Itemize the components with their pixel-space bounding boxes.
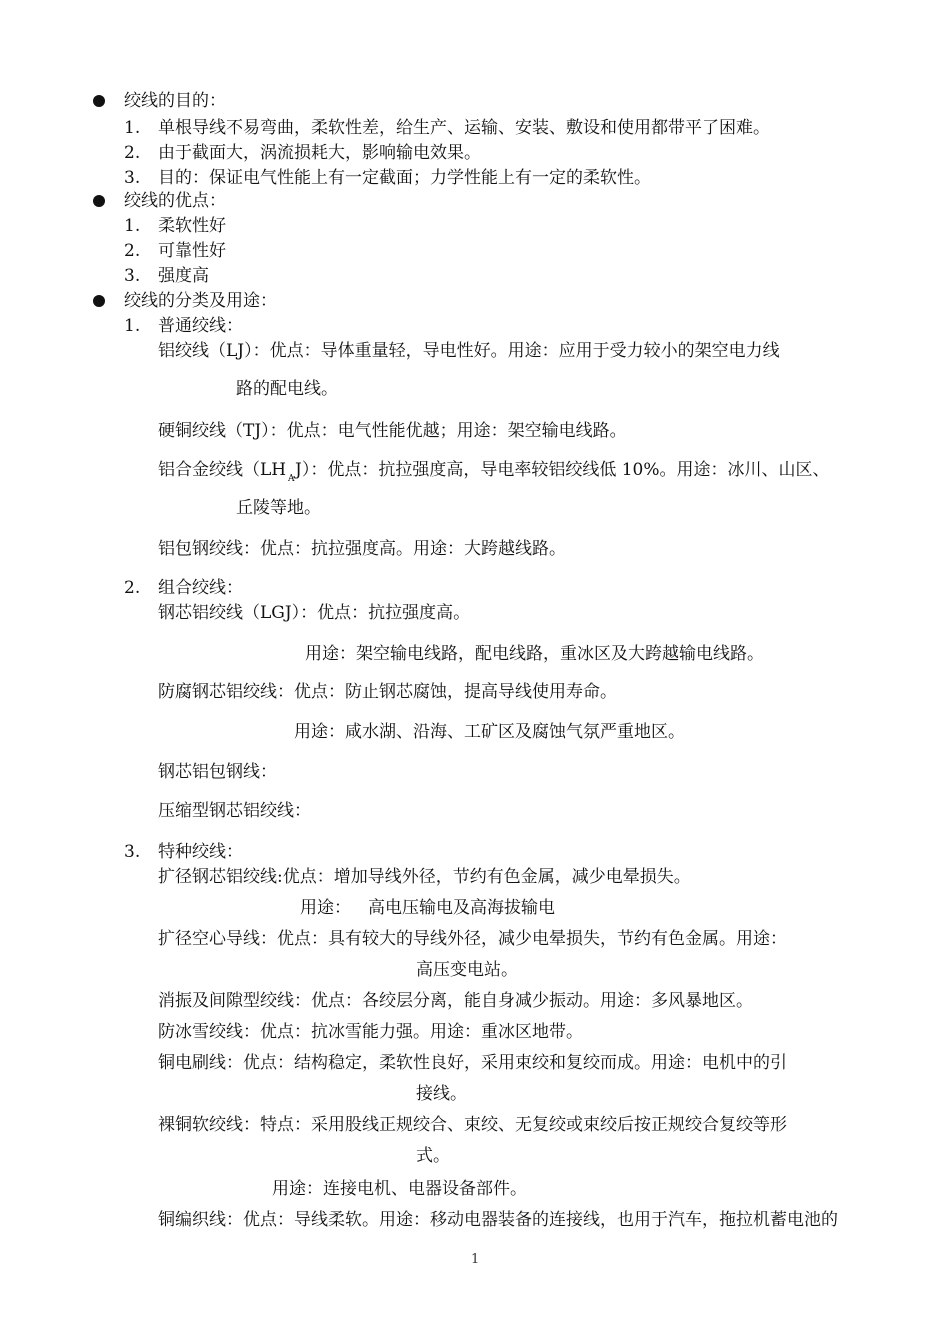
text-line: 高压变电站。 <box>416 960 518 980</box>
list-item: 由于截面大，涡流损耗大，影响输电效果。 <box>158 143 481 163</box>
list-item: 强度高 <box>158 266 209 286</box>
section-heading: 绞线的目的： <box>124 91 226 111</box>
text-line: 铜编织线：优点：导线柔软。用途：移动电器装备的连接线，也用于汽车，拖拉机蓄电池的 <box>158 1210 838 1230</box>
text-line: 防腐钢芯铝绞线：优点：防止钢芯腐蚀，提高导线使用寿命。 <box>158 682 617 702</box>
group-number: 1. <box>124 316 141 336</box>
text-line: 压缩型钢芯铝绞线： <box>158 801 311 821</box>
bullet-icon <box>93 295 105 307</box>
text-line: 扩径空心导线：优点：具有较大的导线外径，减少电晕损失，节约有色金属。用途： <box>158 929 787 949</box>
text-line: 路的配电线。 <box>236 379 338 399</box>
group-number: 2. <box>124 578 141 598</box>
list-number: 1. <box>124 216 141 236</box>
text-line: 硬铜绞线（TJ）：优点：电气性能优越；用途：架空输电线路。 <box>158 421 627 441</box>
bullet-icon <box>93 95 105 107</box>
list-number: 2. <box>124 241 141 261</box>
text-line: 扩径钢芯铝绞线:优点：增加导线外径，节约有色金属，减少电晕损失。 <box>158 867 691 887</box>
text-line: J）：优点：抗拉强度高，导电率较铝绞线低 10%。用途：冰川、山区、 <box>295 460 830 480</box>
text-line: 铝包钢绞线：优点：抗拉强度高。用途：大跨越线路。 <box>158 539 566 559</box>
text-line: 高电压输电及高海拔输电 <box>368 898 555 918</box>
list-number: 1. <box>124 118 141 138</box>
text-line: 钢芯铝包钢线： <box>158 762 277 782</box>
text-line: 用途：咸水湖、沿海、工矿区及腐蚀气氛严重地区。 <box>294 722 685 742</box>
text-line: 用途：连接电机、电器设备部件。 <box>272 1179 527 1199</box>
text-line: 钢芯铝绞线（LGJ）：优点：抗拉强度高。 <box>158 603 471 623</box>
text-line: 式。 <box>416 1146 450 1166</box>
text-line: 消振及间隙型绞线：优点：各绞层分离，能自身减少振动。用途：多风暴地区。 <box>158 991 753 1011</box>
group-title: 普通绞线： <box>158 316 243 336</box>
text-line: 防冰雪绞线：优点：抗冰雪能力强。用途：重冰区地带。 <box>158 1022 583 1042</box>
text-line: 铝合金绞线（LH <box>158 460 287 480</box>
group-title: 特种绞线： <box>158 842 243 862</box>
text-line: 铜电刷线：优点：结构稳定，柔软性良好，采用束绞和复绞而成。用途：电机中的引 <box>158 1053 787 1073</box>
page-number: 1 <box>471 1252 480 1267</box>
text-line: 接线。 <box>416 1084 467 1104</box>
section-heading: 绞线的优点： <box>124 191 226 211</box>
list-item: 单根导线不易弯曲，柔软性差，给生产、运输、安装、敷设和使用都带平了困难。 <box>158 118 770 138</box>
section-heading: 绞线的分类及用途： <box>124 291 277 311</box>
text-line: 裸铜软绞线：特点：采用股线正规绞合、束绞、无复绞或束绞后按正规绞合复绞等形 <box>158 1115 787 1135</box>
list-item: 柔软性好 <box>158 216 226 236</box>
list-number: 3. <box>124 266 141 286</box>
text-line: 铝绞线（LJ）：优点：导体重量轻，导电性好。用途：应用于受力较小的架空电力线 <box>158 341 780 361</box>
text-line: 丘陵等地。 <box>236 498 321 518</box>
list-item: 目的：保证电气性能上有一定截面；力学性能上有一定的柔软性。 <box>158 168 651 188</box>
bullet-icon <box>93 195 105 207</box>
subscript-mark: A <box>288 474 295 484</box>
text-line: 用途：架空输电线路，配电线路，重冰区及大跨越输电线路。 <box>305 644 764 664</box>
list-number: 3. <box>124 168 141 188</box>
list-number: 2. <box>124 143 141 163</box>
text-line: 用途： <box>300 898 351 918</box>
list-item: 可靠性好 <box>158 241 226 261</box>
group-title: 组合绞线： <box>158 578 243 598</box>
group-number: 3. <box>124 842 141 862</box>
